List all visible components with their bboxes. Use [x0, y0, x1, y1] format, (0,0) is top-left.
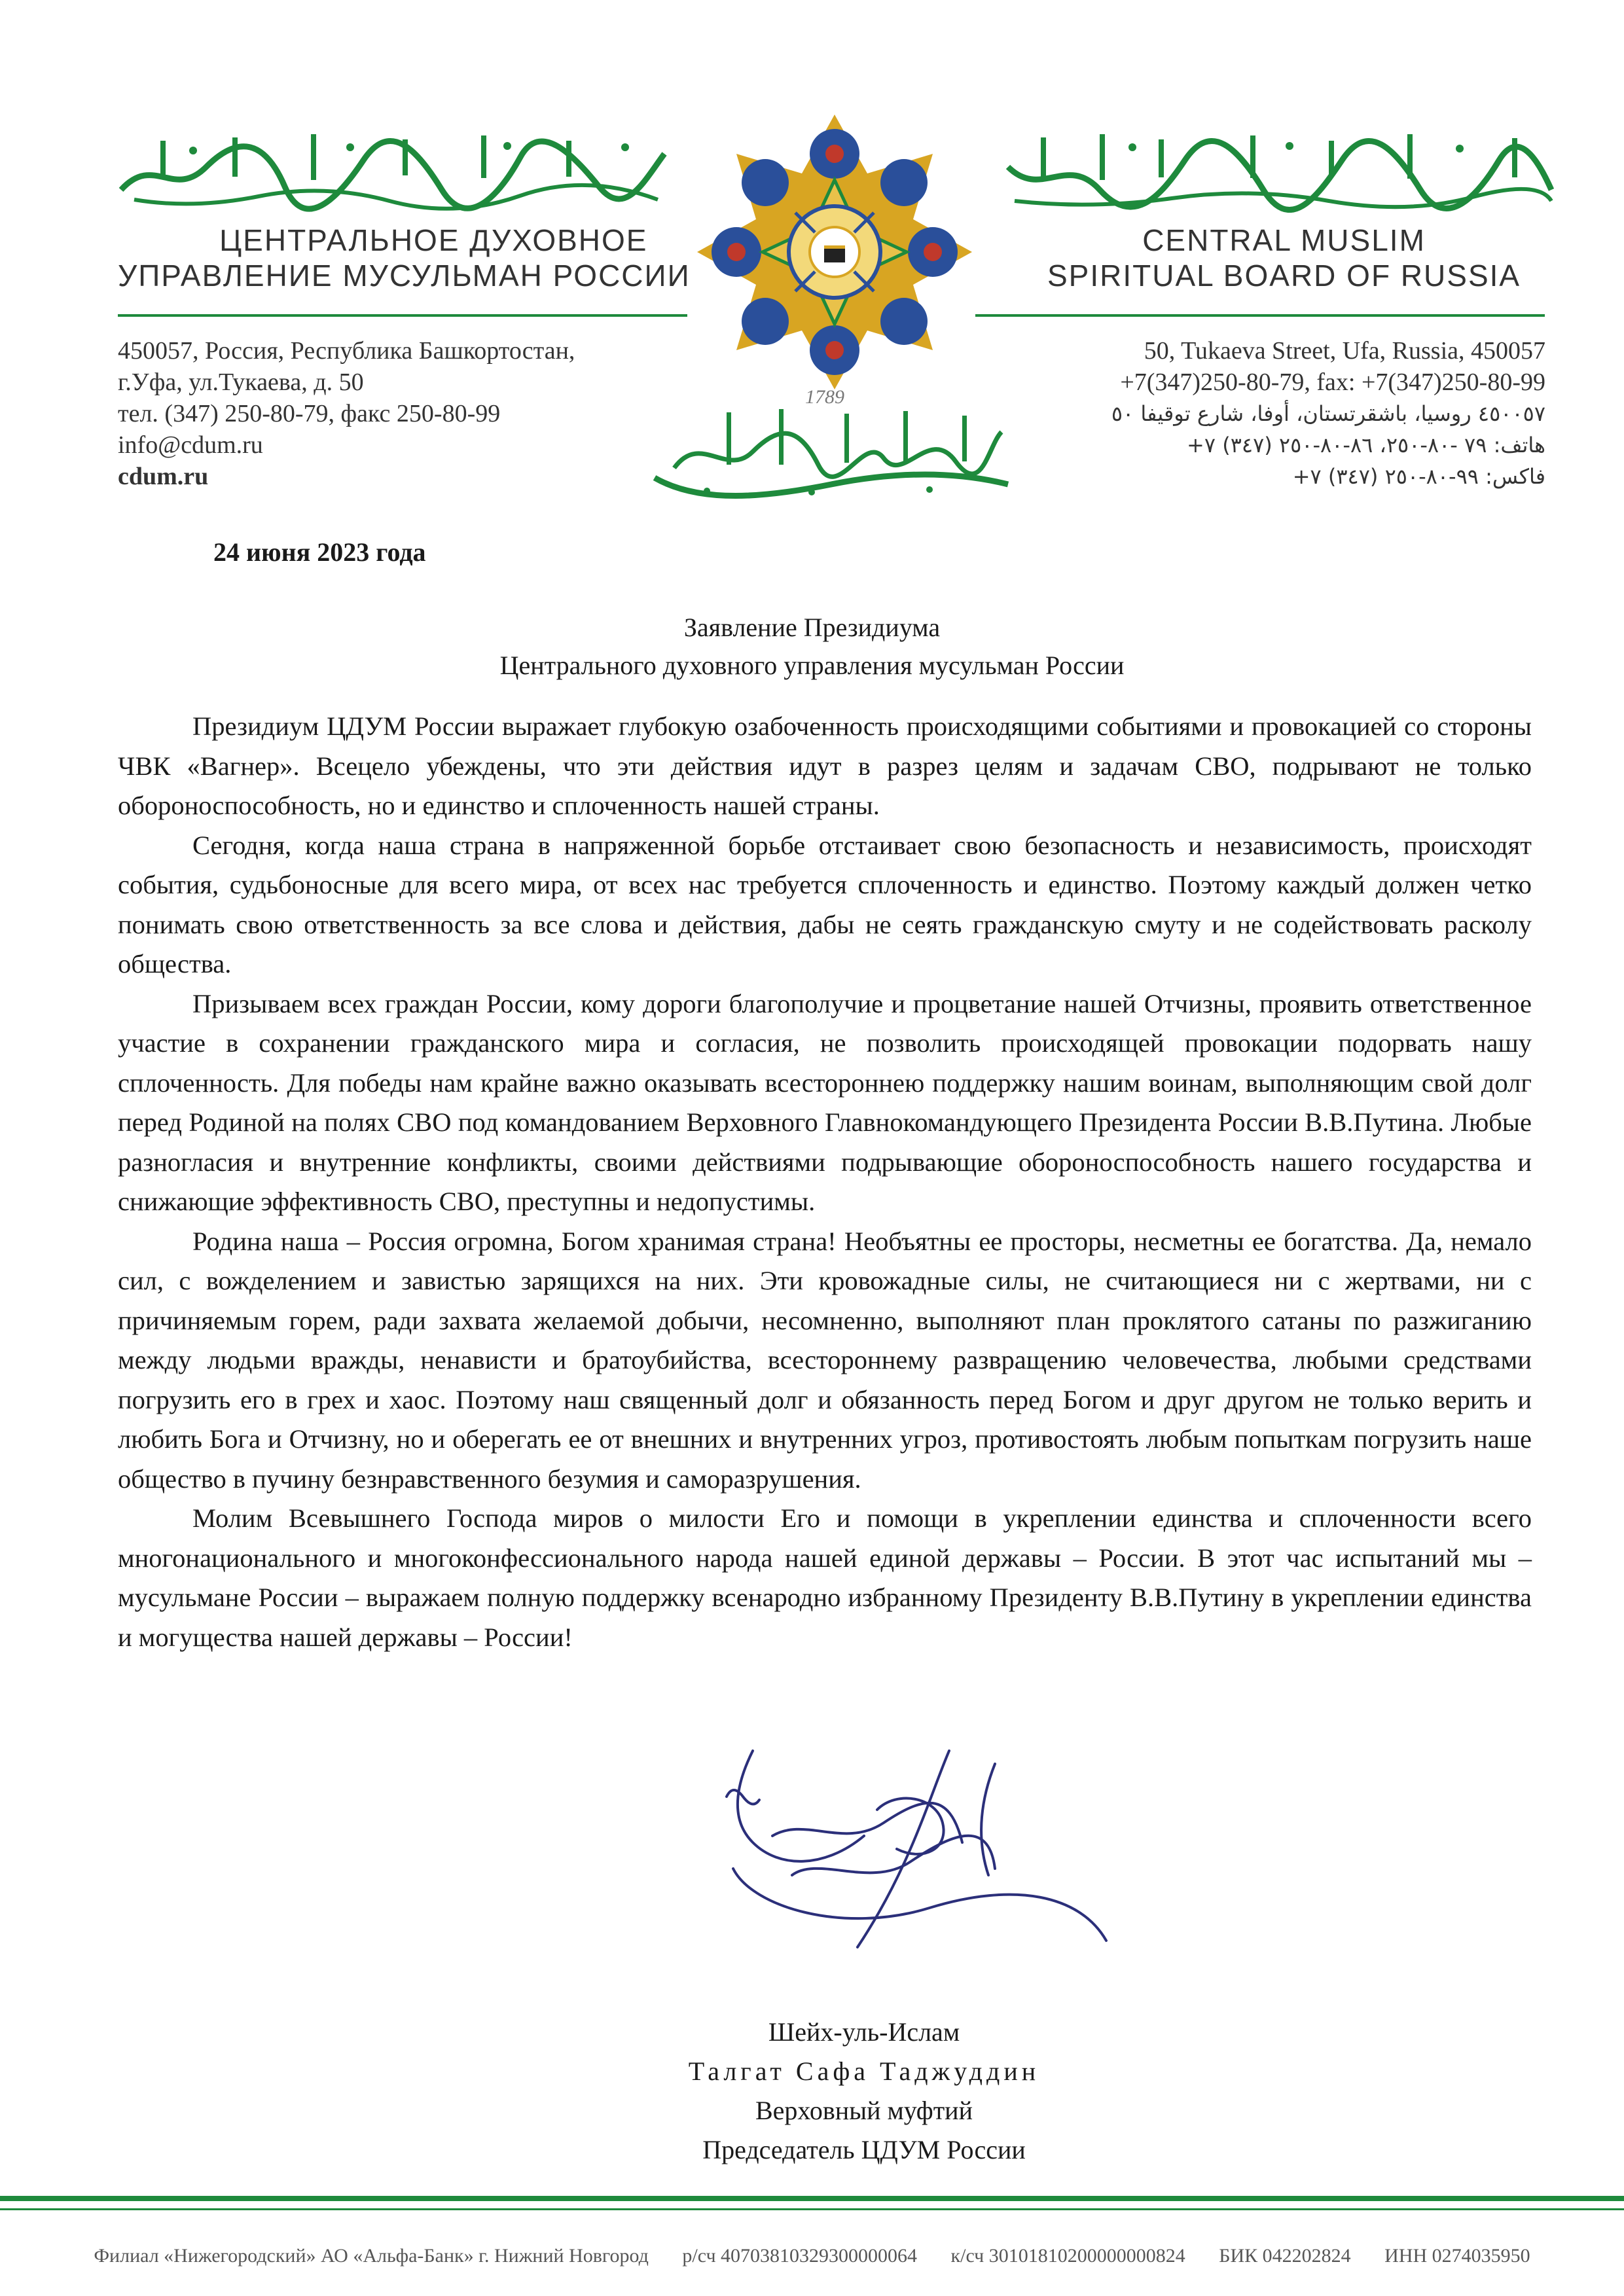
signature-icon: [713, 1738, 1119, 1954]
document-date: 24 июня 2023 года: [213, 537, 426, 567]
statement-body: [118, 707, 1532, 1657]
handwritten-signature: [713, 1738, 1119, 1954]
signatory-position: Верховный муфтий: [755, 2096, 973, 2125]
paragraph: Президиум ЦДУМ России выражает глубокую озабоченность происходящими событиями и провокацией со стороны ЧВК «Вагнер». Всецело убеждены, что эти действия идут в разрез целям и задачам СВО, подрывают не только обороноспособность, но и единство и сплоченность нашей страны.: [118, 711, 1532, 820]
paragraph: Молим Всевышнего Господа миров о милости Его и помощи в укреплении единства и сплоченности всего многонационального и многоконфессионального народа нашей единой державы – России. В этот час испытаний мы – мусульмане России – выражаем полную поддержку всенародно избранному Президенту В.В.Путину в укреплении единства и могущества нашей державы – России!: [118, 1503, 1532, 1652]
paragraph: Сегодня, когда наша страна в напряженной борьбе отстаивает свою безопасность и независимость, происходят события, судьбоносные для всего мира, от всех нас требуется сплоченность и единство. Поэтому каждый должен четко понимать свою ответственность за все слова и действия, дабы не сеять гражданскую смуту и не содействовать расколу общества.: [118, 830, 1532, 978]
website-link[interactable]: cdum.ru: [118, 463, 209, 490]
phone-ar: هاتف: ٧٩ -٨٠-٢٥٠، ٨٦-٨٠-٢٥٠ (٣٤٧) ٧+: [1187, 433, 1545, 457]
footer-corr-account: к/сч 30101810200000000824: [950, 2245, 1185, 2267]
left-arabic-title: [115, 128, 671, 213]
address-ar: ٤٥٠٠٥٧ روسيا، باشقرتستان، أوفا، شارع توقيفا ٥٠: [1111, 401, 1545, 426]
paragraph: Родина наша – Россия огромна, Богом хранимая страна! Необъятны ее просторы, несметны ее богатства. Да, немало сил, с вожделением и завистью зарящихся на них. Эти кровожадные силы, не считающиеся ни с жертвами, ни с причиняемым горем, ради захвата желаемой добычи, несомненно, выполняют план проклятого сатаны по разжиганию между людьми вражды, ненависти и братоубийства, всестороннему развращению человечества, любыми средствами погрузить его в грех и хаос. Поэтому наш священный долг и обязанность перед Богом и друг другом не только верить и любить Бога и Отчизну, но и оберегать ее от внешних и внутренних угроз, противостоять любым попыткам погрузить наше общество в пучину безнравственного безумия и саморазрушения.: [118, 1226, 1532, 1494]
founded-year: 1789: [805, 386, 844, 408]
header-rule-left: [118, 314, 687, 317]
email-link[interactable]: info@cdum.ru: [118, 431, 263, 459]
address-en: [1111, 335, 1545, 492]
statement-title-line1: Заявление Президиума: [683, 613, 941, 642]
org-name-ru-line2: УПРАВЛЕНИЕ МУСУЛЬМАН РОССИИ: [118, 259, 691, 293]
arabic-calligraphy-left: [115, 128, 671, 213]
footer-bik: БИК 042202824: [1219, 2245, 1351, 2267]
org-name-ru-line1: ЦЕНТРАЛЬНОЕ ДУХОВНОЕ: [219, 223, 648, 257]
signatory-role: Председатель ЦДУМ России: [702, 2135, 1026, 2164]
statement-title: [118, 609, 1506, 685]
basmala-icon: [648, 406, 1015, 504]
address-ru-line1: 450057, Россия, Республика Башкортостан,: [118, 337, 575, 365]
phone-ru: тел. (347) 250-80-79, факс 250-80-99: [118, 400, 501, 427]
signatory-name: Талгат Сафа Таджуддин: [688, 2056, 1040, 2086]
org-name-en: [1047, 223, 1521, 293]
star-emblem-icon: [694, 111, 975, 393]
bank-details-footer: [0, 2245, 1624, 2267]
right-arabic-title: [1001, 128, 1558, 213]
footer-rule-thick: [0, 2196, 1624, 2201]
footer-rule-thin: [0, 2208, 1624, 2210]
footer-inn: ИНН 0274035950: [1384, 2245, 1530, 2267]
address-ru-line2: г.Уфа, ул.Тукаева, д. 50: [118, 368, 364, 396]
org-name-ru: [118, 223, 691, 293]
header-rule-right: [975, 314, 1545, 317]
fax-ar: فاكس: ٩٩-٨٠-٢٥٠ (٣٤٧) ٧+: [1292, 464, 1545, 489]
signatory-title: Шейх-уль-Ислам: [768, 2017, 960, 2047]
address-ru: [118, 335, 575, 492]
org-name-en-line2: SPIRITUAL BOARD OF RUSSIA: [1047, 259, 1521, 293]
basmala-calligraphy: [648, 406, 1015, 504]
emblem-logo: [694, 111, 975, 393]
phone-en: +7(347)250-80-79, fax: +7(347)250-80-99: [1120, 368, 1545, 396]
signatory: [661, 2013, 1067, 2170]
footer-bank: Филиал «Нижегородский» АО «Альфа-Банк» г. Нижний Новгород: [94, 2245, 649, 2267]
arabic-calligraphy-right: [1001, 128, 1558, 213]
paragraph: Призываем всех граждан России, кому дороги благополучие и процветание нашей Отчизны, проявить ответственное участие в сохранении гражданского мира и согласия, не позволить происходящей провокации подорвать нашу сплоченность. Для победы нам крайне важно оказывать всестороннею поддержку нашим воинам, выполняющим свой долг перед Родиной на полях СВО под командованием Верховного Главнокомандующего Президента России В.В.Путина. Любые разногласия и внутренние конфликты, своими действиями подрывающие обороноспособность нашего государства и снижающие эффективность СВО, преступны и недопустимы.: [118, 988, 1532, 1216]
statement-title-line2: Центрального духовного управления мусульман России: [499, 651, 1125, 680]
address-en-line1: 50, Tukaeva Street, Ufa, Russia, 450057: [1144, 337, 1545, 365]
footer-account: р/сч 40703810329300000064: [682, 2245, 918, 2267]
org-name-en-line1: CENTRAL MUSLIM: [1142, 223, 1426, 257]
